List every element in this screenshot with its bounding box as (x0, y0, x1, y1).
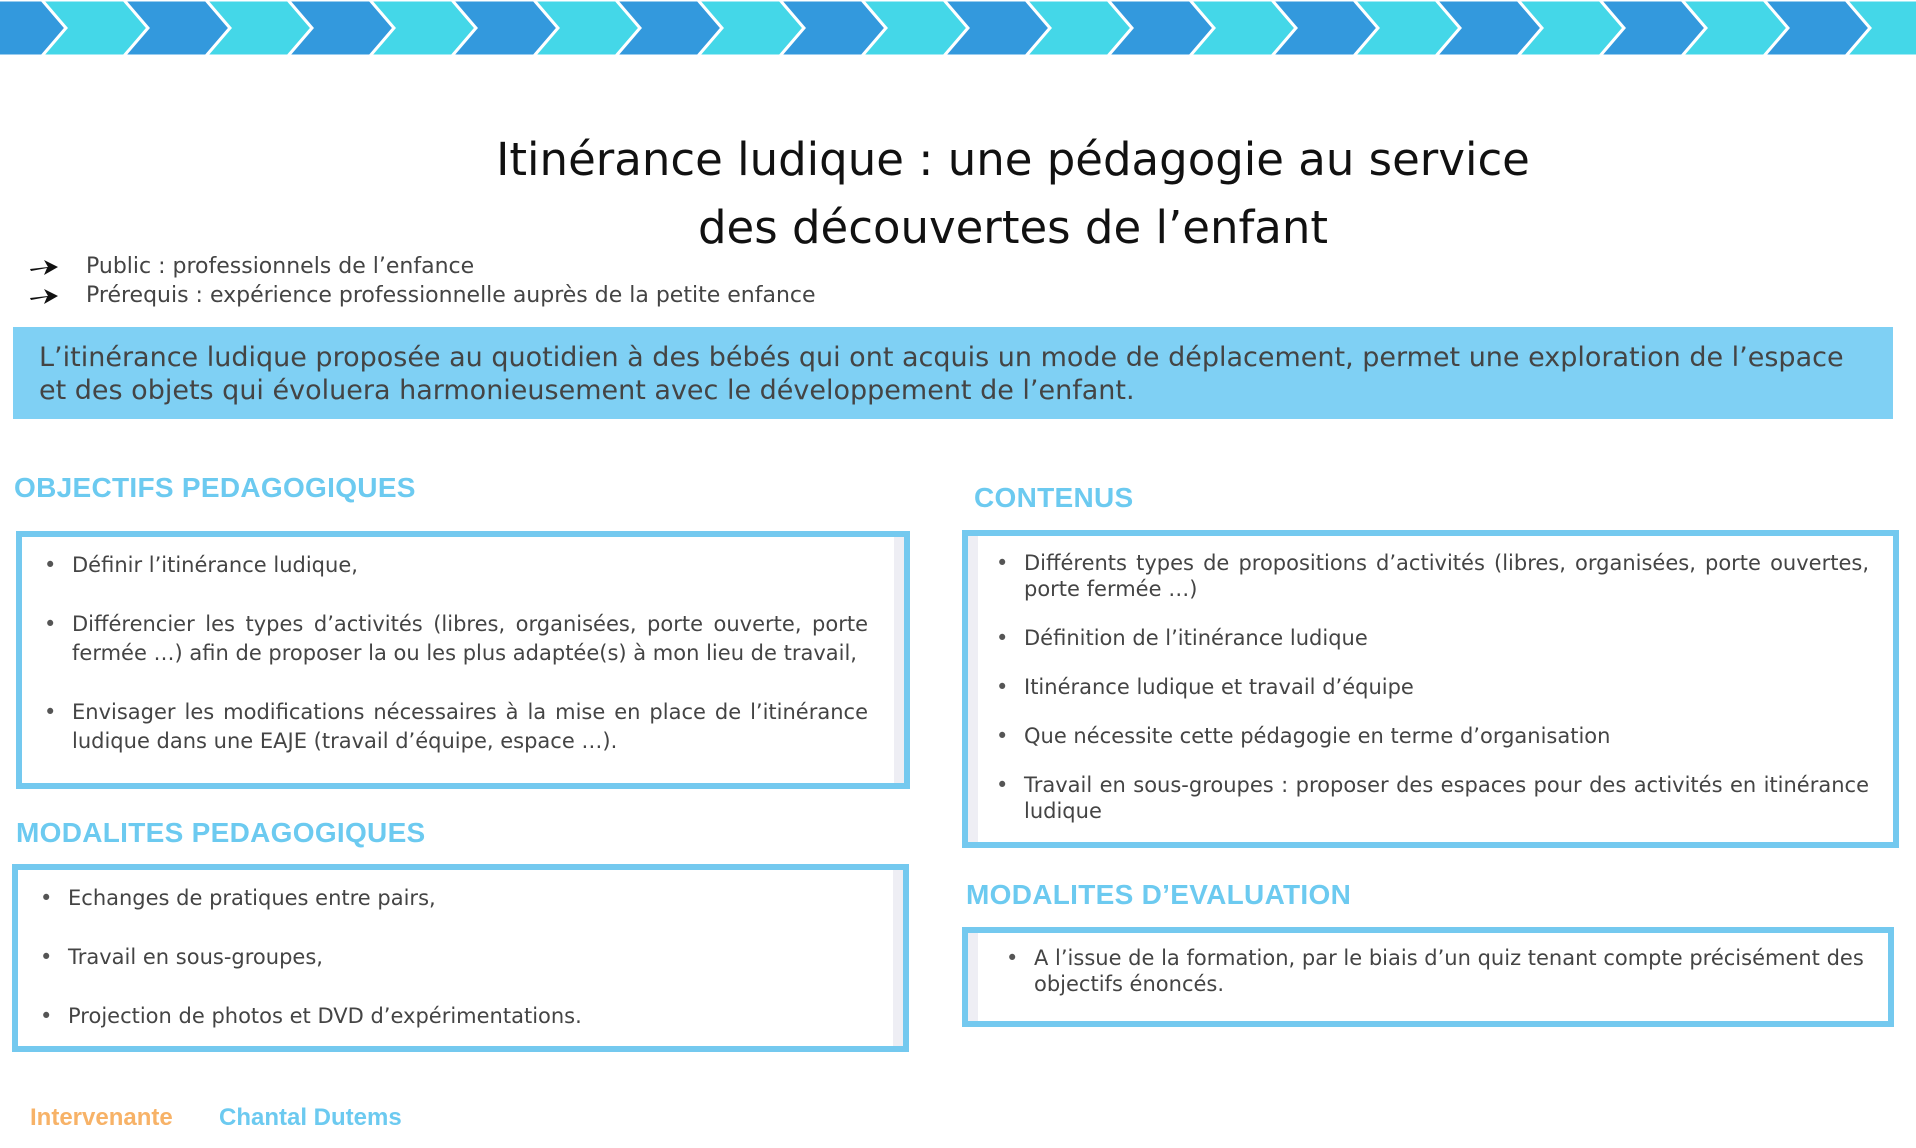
contenus-title: CONTENUS (974, 482, 1134, 513)
list-item: • A l’issue de la formation, par le biais d’un quiz tenant compte précisément des objectifs énoncés. (1034, 945, 1864, 997)
title-line-1: Itinérance ludique : une pédagogie au service (496, 133, 1530, 186)
arrow-right-icon (28, 285, 60, 307)
contenus-box (962, 530, 1899, 848)
prerequisites-list (28, 252, 816, 310)
modalites-box (12, 864, 909, 1052)
list-item: • Différencier les types d’activités (libres, organisées, porte ouverte, porte fermée …) afin de proposer la ou les plus adaptée(s) à mon lieu de travail, (72, 610, 868, 668)
list-item: • Définir l’itinérance ludique, (72, 551, 868, 580)
list-item: • Projection de photos et DVD d’expérimentations. (68, 1002, 867, 1031)
list-item: • Définition de l’itinérance ludique (1024, 625, 1869, 651)
list-item: • Envisager les modifications nécessaires à la mise en place de l’itinérance ludique dans une EAJE (travail d’équipe, espace …). (72, 698, 868, 756)
list-item: • Itinérance ludique et travail d’équipe (1024, 674, 1869, 700)
modalites-title: MODALITES PEDAGOGIQUES (16, 817, 426, 848)
evaluation-title: MODALITES D’EVALUATION (966, 879, 1352, 910)
prerequisite-text: Prérequis : expérience professionnelle auprès de la petite enfance (86, 283, 816, 308)
list-item: • Différents types de propositions d’activités (libres, organisées, porte ouvertes, porte fermée …) (1024, 550, 1869, 602)
objectifs-box (16, 531, 910, 789)
prerequisite-public (28, 252, 816, 281)
list-item: • Travail en sous-groupes : proposer des espaces pour des activités en itinérance ludique (1024, 772, 1869, 824)
title-line-2: des découvertes de l’enfant (697, 201, 1329, 254)
list-item: • Travail en sous-groupes, (68, 943, 867, 972)
list-item: • Echanges de pratiques entre pairs, (68, 884, 867, 913)
speaker-label: Intervenante (30, 1104, 173, 1131)
chevron-banner (0, 0, 1916, 56)
intro-box: L’itinérance ludique proposée au quotidien à des bébés qui ont acquis un mode de déplacement, permet une exploration de l’espace et des objets qui évoluera harmonieusement avec le développement de l’enfant. (13, 327, 1893, 419)
page-title (0, 126, 1916, 262)
objectifs-title: OBJECTIFS PEDAGOGIQUES (14, 472, 416, 503)
speaker-name: Chantal Dutems (219, 1104, 402, 1131)
prerequisite-requirement (28, 281, 816, 310)
prerequisite-text: Public : professionnels de l’enfance (86, 254, 475, 279)
list-item: • Que nécessite cette pédagogie en terme d’organisation (1024, 723, 1869, 749)
arrow-right-icon (28, 256, 60, 278)
evaluation-box (962, 927, 1894, 1027)
